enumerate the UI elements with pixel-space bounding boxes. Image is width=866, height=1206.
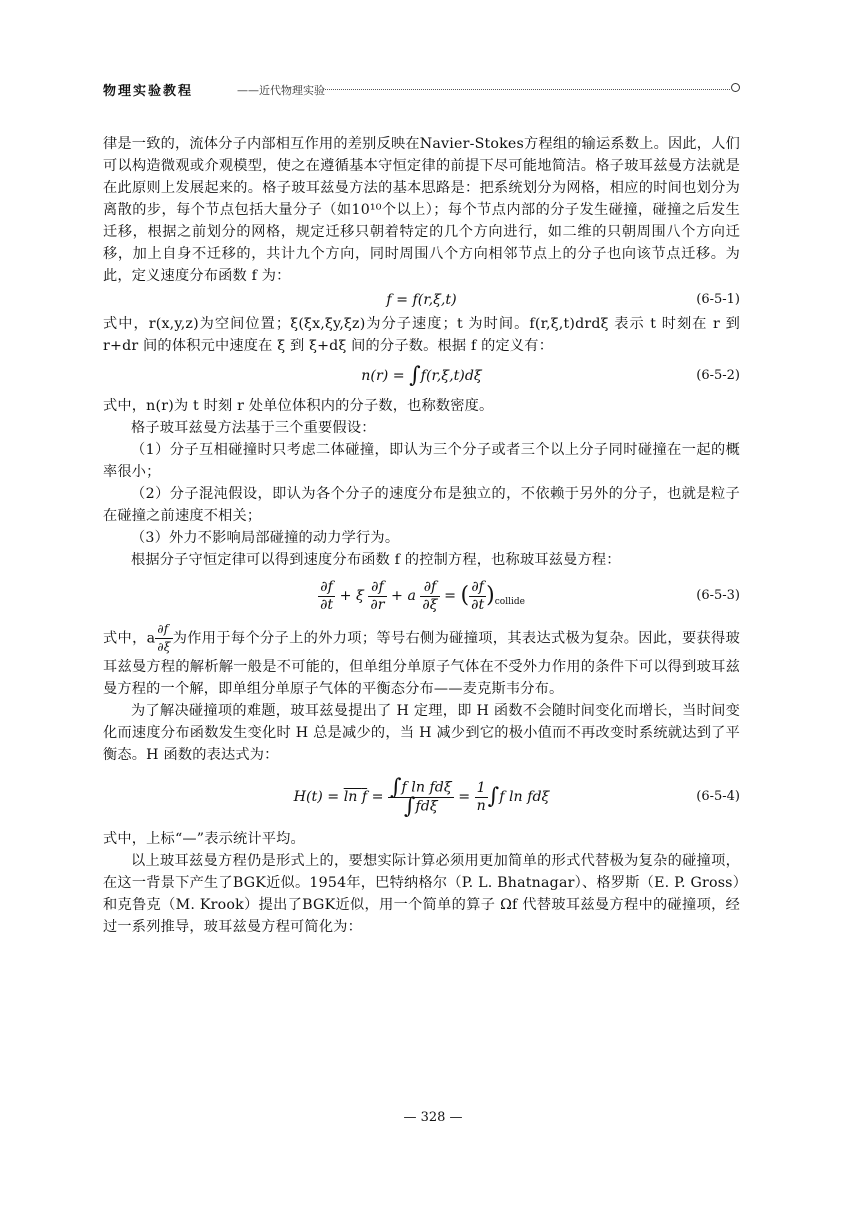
paragraph: 式中，r(x,y,z)为空间位置；ξ(ξx,ξy,ξz)为分子速度；t 为时间。f(r,ξ,t)drdξ 表示 t 时刻在 r 到 r+dr 间的体积元中速度在 ξ 到 ξ+dξ 间的分子数。根据 f 的定义有： [103,316,740,354]
header-dotted-rule [323,89,730,90]
running-header [103,80,740,100]
paragraph: （2）分子混沌假设，即认为各个分子的速度分布是独立的，不依赖于另外的分子，也就是粒子在碰撞之前速度不相关； [103,486,740,524]
page-number: — 328 — [403,1110,463,1125]
paragraph: （1）分子互相碰撞时只考虑二体碰撞，即认为三个分子或者三个以上分子同时碰撞在一起的概率很小； [103,442,740,480]
equation-6-5-1: f = f(r,ξ,t) (6-5-1) [103,287,740,313]
equation-6-5-4: H(t) = ln f = $\frac{\text{∫f ln fdξ}}{\text{∫fdξ}}$ = $\frac{1}{n}$ ∫f ln fdξ (6-5-4) [103,766,740,828]
paragraph: 式中，n(r)为 t 时刻 r 处单位体积内的分子数，也称数密度。 [103,398,494,414]
section-title: ——近代物理实验 [237,84,325,97]
header-circle-icon [731,83,740,92]
paragraph: 律是一致的，流体分子内部相互作用的差别反映在Navier-Stokes方程组的输运系数上。因此，人们可以构造微观或介观模型，使之在遵循基本守恒定律的前提下尽可能地简洁。格子玻耳兹曼方法就是在此原则上发展起来的。格子玻耳兹曼方法的基本思路是：把系统划分为网格，相应的时间也划分为离散的步，每个节点包括大量分子（如10¹⁰个以上）；每个节点内部的分子发生碰撞，碰撞之后发生迁移，根据之前划分的网格，规定迁移只朝着特定的几个方向进行，如二维的只朝周围八个方向迁移，加上自身不迁移的，共计九个方向，同时周围八个方向相邻节点上的分子也向该节点迁移。为此，定义速度分布函数 f 为： [103,136,740,284]
equation-number: (6-5-1) [696,292,740,307]
paragraph: 为了解决碰撞项的难题，玻耳兹曼提出了 H 定理，即 H 函数不会随时间变化而增长，当时间变化而速度分布函数发生变化时 H 总是减少的，当 H 减少到它的极小值而不再改变时系统就达到了平衡态。H 函数的表达式为： [103,703,740,763]
equation-number: (6-5-3) [696,588,740,603]
paragraph: 根据分子守恒定律可以得到速度分布函数 f 的控制方程，也称玻耳兹曼方程： [131,552,621,568]
paragraph: 以上玻耳兹曼方程仍是形式上的，要想实际计算必须用更加简单的形式代替极为复杂的碰撞项，在这一背景下产生了BGK近似。1954年，巴特纳格尔（P. L. Bhatnagar）、格罗斯（E. P. Gross）和克鲁克（M. Krook）提出了BGK近似，用一个简单的算子 Ωf 代替玻耳兹曼方程中的碰撞项，经过一系列推导，玻耳兹曼方程可简化为： [103,853,740,935]
paragraph: 式中，a $\frac{\partial f}{\partial\xi}$ 为作用于每个分子上的外力项；等号右侧为碰撞项，其表达式极为复杂。因此，要获得玻耳兹曼方程的解析解一般是不可能的，但单组分单原子气体在不受外力作用的条件下可以得到玻耳兹曼方程的一个解，即单组分单原子气体的平衡态分布——麦克斯韦分布。 [103,622,740,697]
paragraph: 格子玻耳兹曼方法基于三个重要假设： [131,420,376,436]
paragraph: 式中，上标“—”表示统计平均。 [103,831,305,847]
equation-6-5-2: n(r) = ∫f(r,ξ,t)dξ (6-5-2) [103,357,740,395]
equation-number: (6-5-4) [696,789,740,804]
equation-number: (6-5-2) [696,368,740,383]
book-title: 物理实验教程 [103,84,194,99]
page-body [103,133,740,938]
paragraph: （3）外力不影响局部碰撞的动力学行为。 [131,530,400,546]
equation-6-5-3: $\frac{\partial f}{\partial t}$ + ξ $\frac{\partial f}{\partial r}$ + a $\frac{\partial f}{\partial\xi}$ = ( $\frac{\partial f}{\partial t}$ )$_{collide}$ (6-5-3) [103,571,740,621]
